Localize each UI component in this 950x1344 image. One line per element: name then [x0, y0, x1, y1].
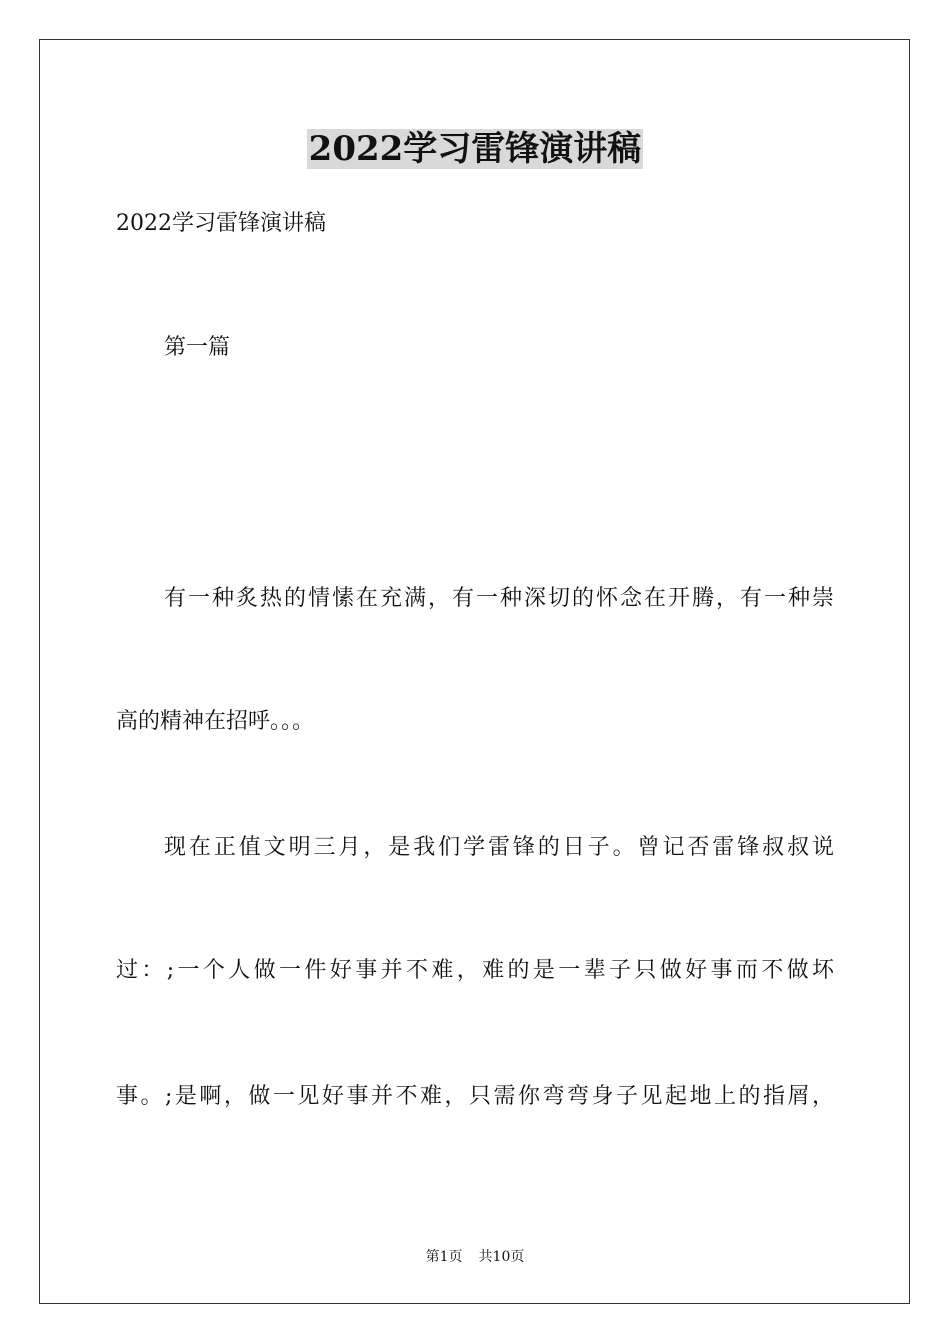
paragraph-line: 有一种炙热的情愫在充满，有一种深切的怀念在开腾，有一种崇 — [164, 586, 834, 611]
document-title-text: 2022学习雷锋演讲稿 — [308, 129, 642, 169]
paragraph-line: 现在正值文明三月，是我们学雷锋的日子。曾记否雷锋叔叔说 — [164, 835, 834, 860]
document-title — [0, 127, 950, 171]
paragraph-line: 高的精神在招呼。。。 — [116, 709, 315, 734]
page-total: 共10页 — [478, 1249, 525, 1265]
paragraph-line: 过：;一个人做一件好事并不难，难的是一辈子只做好事而不做坏 — [116, 958, 834, 983]
section-heading: 第一篇 — [164, 335, 231, 360]
paragraph-line: 事。;是啊，做一见好事并不难，只需你弯弯身子见起地上的指屑， — [116, 1084, 834, 1109]
page-number: 第1页 — [425, 1249, 463, 1265]
page-footer — [0, 1247, 950, 1267]
document-subtitle: 2022学习雷锋演讲稿 — [116, 211, 326, 236]
